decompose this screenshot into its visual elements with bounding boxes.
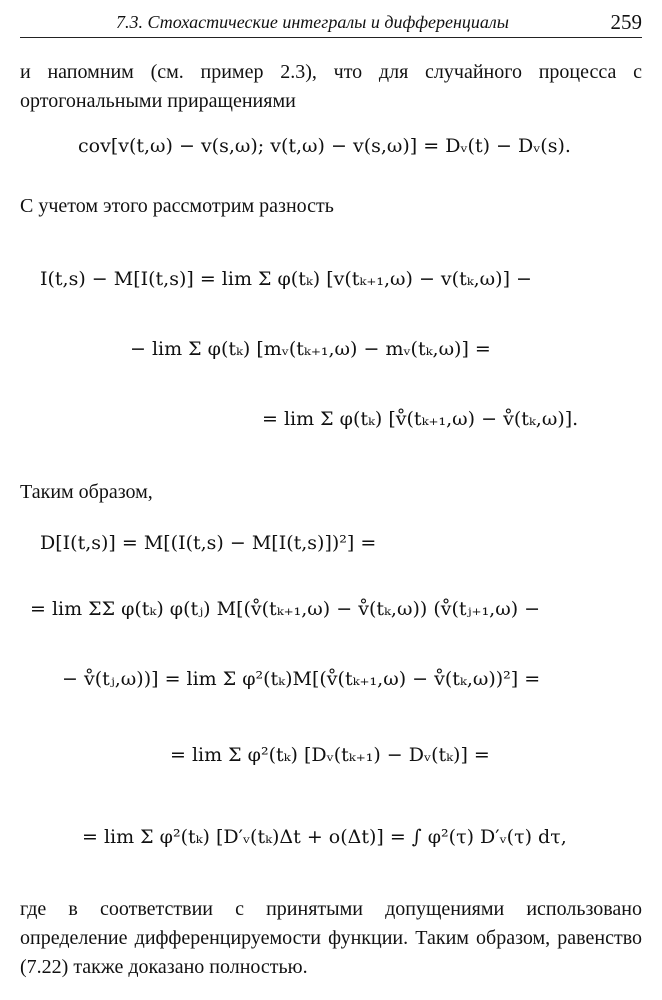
equation-var-line-3 — [62, 668, 540, 690]
equation-var-line-4-text: = lim Σ φ²(tₖ) [Dᵥ(tₖ₊₁) − Dᵥ(tₖ)] = — [170, 744, 490, 766]
thus-paragraph: Таким образом, — [20, 481, 153, 503]
conclusion-paragraph: где в соответствии с принятыми допущениями использовано определение дифференцируемости функции. Таким образом, равенство (7.22) также доказано полностью. — [20, 898, 642, 978]
equation-var-line-2-text: = lim ΣΣ φ(tₖ) φ(tⱼ) M[(v̊(tₖ₊₁,ω) − v̊(tₖ,ω)) (v̊(tⱼ₊₁,ω) − — [30, 598, 541, 620]
equation-diff-line-1 — [40, 268, 532, 290]
page-number: 259 — [610, 10, 642, 34]
equation-var-line-2 — [30, 598, 540, 620]
equation-cov-text: cov[v(t,ω) − v(s,ω); v(t,ω) − v(s,ω)] = Dᵥ(t) − Dᵥ(s). — [78, 135, 571, 157]
equation-diff-line-2-text: − lim Σ φ(tₖ) [mᵥ(tₖ₊₁,ω) − mᵥ(tₖ,ω)] = — [130, 338, 491, 360]
equation-diff-line-2 — [130, 338, 491, 360]
equation-var-line-5 — [82, 826, 567, 848]
equation-var-line-1-text: D[I(t,s)] = M[(I(t,s) − M[I(t,s)])²] = — [40, 532, 377, 554]
equation-cov — [78, 135, 571, 157]
equation-var-line-1 — [40, 532, 376, 554]
equation-diff-line-1-text: I(t,s) − M[I(t,s)] = lim Σ φ(tₖ) [v(tₖ₊₁,ω) − v(tₖ,ω)] − — [40, 268, 532, 290]
intro-paragraph: и напомним (см. пример 2.3), что для случайного процесса с ортогональными приращениями — [20, 61, 642, 112]
equation-diff-line-3-text: = lim Σ φ(tₖ) [v̊(tₖ₊₁,ω) − v̊(tₖ,ω)]. — [262, 408, 579, 430]
header-rule — [20, 37, 642, 38]
section-title: 7.3. Стохастические интегралы и дифференциалы — [116, 12, 509, 32]
difference-paragraph: С учетом этого рассмотрим разность — [20, 195, 334, 217]
running-head — [20, 10, 642, 36]
equation-var-line-5-text: = lim Σ φ²(tₖ) [D′ᵥ(tₖ)Δt + o(Δt)] = ∫ φ²(τ) D′ᵥ(τ) dτ, — [82, 826, 567, 848]
equation-var-line-3-text: − v̊(tⱼ,ω))] = lim Σ φ²(tₖ)M[(v̊(tₖ₊₁,ω) − v̊(tₖ,ω))²] = — [62, 668, 541, 690]
equation-var-line-4 — [170, 744, 490, 766]
equation-diff-line-3 — [262, 408, 578, 430]
